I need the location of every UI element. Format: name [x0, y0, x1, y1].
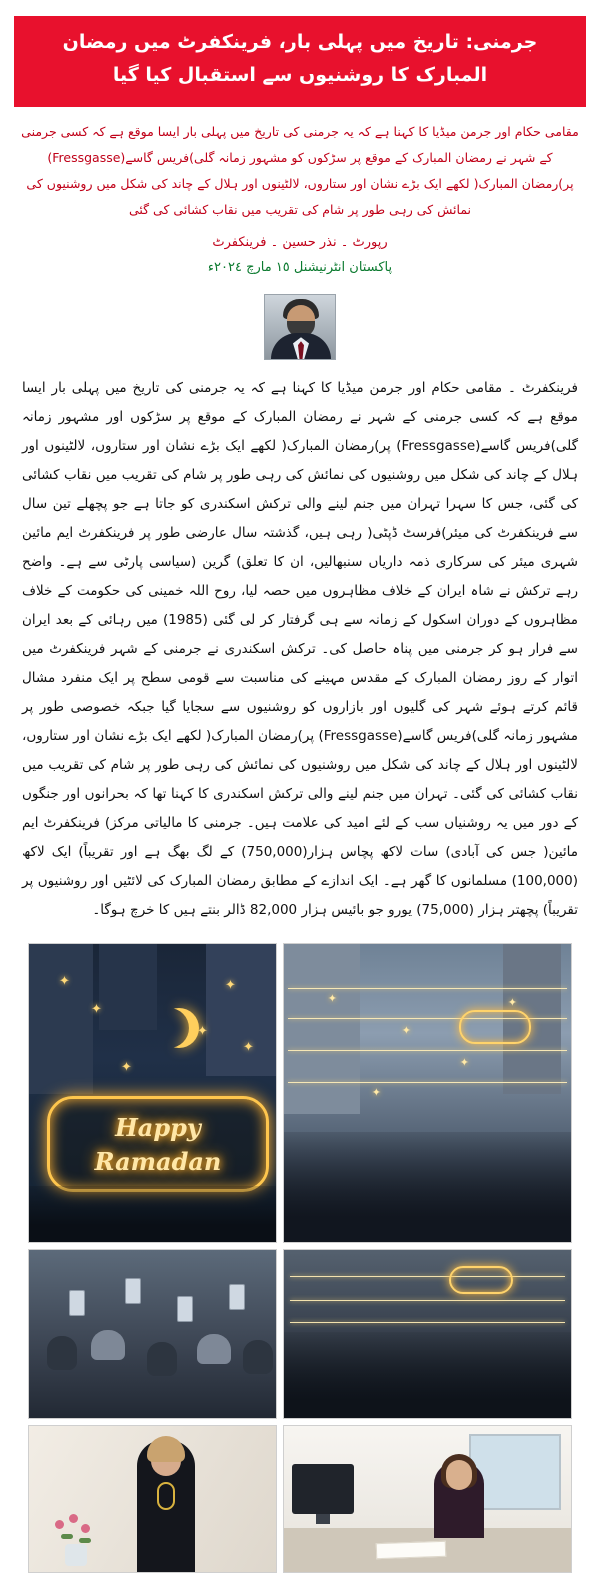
flower-icon: [69, 1514, 78, 1523]
building-left-icon: [284, 944, 360, 1114]
flower-icon: [81, 1524, 90, 1533]
smartphone-icon: [177, 1296, 193, 1322]
star-icon: ✦: [121, 1060, 132, 1076]
person-face: [446, 1460, 472, 1490]
mayoral-chain-icon: [157, 1482, 175, 1510]
ramadan-light-plaque: [459, 1010, 531, 1044]
light-strand: [290, 1322, 565, 1323]
photo-row-2: [28, 1249, 572, 1419]
star-icon: ✦: [225, 978, 236, 994]
person-head: [47, 1336, 77, 1370]
sign-line-2: Ramadan: [94, 1147, 222, 1177]
smartphone-icon: [125, 1278, 141, 1304]
photo-gallery: [14, 943, 586, 1595]
monitor-stand: [316, 1514, 330, 1524]
star-icon: ✦: [243, 1040, 254, 1056]
headline-banner: [14, 16, 586, 107]
ramadan-light-plaque: [449, 1266, 513, 1294]
leaf-icon: [79, 1538, 91, 1543]
photo-fressgasse-street-lights: [283, 943, 572, 1243]
smartphone-icon: [69, 1290, 85, 1316]
lantern-icon: ✦: [401, 1024, 411, 1038]
photo-row-3: [28, 1425, 572, 1573]
photo-crowd-with-phones: [28, 1249, 277, 1419]
flower-icon: [55, 1520, 64, 1529]
report-byline: رپورٹ ۔ نذر حسین ۔ فرینکفرٹ: [212, 234, 388, 250]
light-strand: [288, 1082, 567, 1083]
publication-dateline: پاکستان انٹرنیشنل ١٥ مارچ ٢٠٢٤ء: [207, 259, 393, 275]
monitor-icon: [292, 1464, 354, 1514]
smartphone-icon: [229, 1284, 245, 1310]
photo-row-1: [28, 943, 572, 1243]
star-icon: ✦: [91, 1002, 102, 1018]
lantern-icon: ✦: [507, 996, 517, 1010]
star-icon: ✦: [197, 1024, 208, 1040]
person-head: [197, 1334, 231, 1364]
crowd-silhouette: [284, 1332, 571, 1418]
article-intro: مقامی حکام اور جرمن میڈیا کا کہنا ہے کہ یہ جرمنی کی تاریخ میں پہلی بار ایسا موقع ہے کہ کسی جرمنی کے شہر نے رمضان المبارک کے موقع پر سڑکوں کو مشہور زمانہ گلی)فریس گاسے(Fressgasse) پر)رمضان المبارک( لکھے ایک بڑے نشان اور ستاروں، لالٹینوں اور ہلال کے چاند کی شکل میں روشنیوں کی نمائش کی رہی طور پر شام کی تقریب میں نقاب کشائی کی گئی: [21, 123, 579, 218]
person-head: [243, 1340, 273, 1374]
sign-line-1: Happy: [115, 1113, 201, 1143]
light-strand: [290, 1300, 565, 1301]
photo-woman-at-desk: [283, 1425, 572, 1573]
person-head: [147, 1342, 177, 1376]
photo-mayor-portrait: [28, 1425, 277, 1573]
lantern-icon: ✦: [371, 1086, 381, 1100]
crowd-silhouette: [29, 1186, 276, 1242]
lantern-icon: ✦: [327, 992, 337, 1006]
page-title: جرمنی: تاریخ میں پہلی بار، فرینکفرٹ میں رمضان المبارک کا روشنیوں سے استقبال کیا گیا: [62, 31, 538, 87]
photo-street-crowd-night: [283, 1249, 572, 1419]
light-strand: [288, 988, 567, 989]
article-body: فرینکفرٹ ۔ مقامی حکام اور جرمن میڈیا کا کہنا ہے کہ یہ جرمنی کی تاریخ میں پہلی بار ایسا موقع ہے کہ کسی جرمنی کے شہر نے رمضان المبارک کے موقع پر سڑکوں اور مشہور زمانہ گلی)فریس گاسے(Fressgasse) پر)رمضان المبارک( لکھے ایک بڑے نشان اور ستاروں، لالٹینوں اور ہلال کے چاند کی شکل میں روشنیوں کی نمائش کی رہی طور پر شام کی تقریب میں نقاب کشائی کی گئی، جس کا سہرا تہران میں جنم لینے والی ترکش اسکندری کو جاتا ہے جو پچھلے تین سال سے فرینکفرٹ کی میئر)فرسٹ ڈپٹی( رہی ہیں، گذشتہ سال عارضی طور پر فرینکفرٹ ایم مائین شہری میئر کی سرکاری ذمہ داریاں سنبھالیں، ان کا تعلق) گرین (سیاسی پارٹی سے ہے۔ واضح رہے ترکش نے شاہ ایران کے خلاف مظاہروں میں حصہ لیا، روح اللہ خمینی کی حکومت کے خلاف مظاہروں کے دوران اسکول کے زمانہ سے ہی گرفتار کر لی گئی (1985) میں رہائی کے بعد ایران سے فرار ہو کر جرمنی میں پناہ حاصل کی۔ ترکش اسکندری نے جرمنی کے شہر فرینکفرٹ میں اتوار کے روز رمضان المبارک کے مقدس مہینے کی مناسبت سے قومی سطح پر ایک منفرد مشال قائم کرتے ہوئے شہر کی گلیوں اور بازاروں کو روشنیوں سے سجایا گیا جبکہ خصوصی طور پر مشہور زمانہ گلی)فریس گاسے(Fressgasse) پر)رمضان المبارک( لکھے ایک بڑے نشان اور ستاروں، لالٹینوں اور ہلال کے چاند کی شکل میں روشنیوں کی نمائش کی رہی طور پر شام کی تقریب میں نقاب کشائی کی گئی۔ تہران میں جنم لینے والی ترکش اسکندری کا کہنا تھا کہ بحرانوں اور جنگوں کے دور میں یہ روشنیاں سب کے لئے امید کی علامت ہیں۔ جرمنی کا مالیاتی مرکز) فرینکفرٹ ایم مائین( جس کی آبادی) سات لاکھ پچاس ہزار(750,000) کے لگ بھگ ہے اور تقریباً) ایک لاکھ (100,000) مسلمانوں کا گھر ہے۔ ایک اندازے کے مطابق رمضان المبارک کی لائٹیں اور روشنیوں پر تقریباً) پچھتر ہزار (75,000) یورو جو بائیس ہزار 82,000 ڈالر بنتے ہیں کا خرچ ہوگا۔: [22, 380, 578, 919]
happy-ramadan-lightsign: [47, 1096, 269, 1192]
leaf-icon: [61, 1534, 73, 1539]
light-strand: [290, 1276, 565, 1277]
building-right-icon: [206, 944, 276, 1076]
lantern-icon: ✦: [459, 1056, 469, 1070]
avatar: [264, 294, 336, 360]
light-strand: [288, 1050, 567, 1051]
author-portrait-wrap: [14, 286, 586, 374]
vase-icon: [65, 1544, 87, 1566]
person-head: [91, 1330, 125, 1360]
papers-icon: [376, 1541, 447, 1559]
crescent-moon-icon: [149, 1008, 189, 1048]
building-left-icon: [29, 944, 93, 1094]
crowd-silhouette: [284, 1132, 571, 1242]
photo-happy-ramadan-sign: [28, 943, 277, 1243]
star-icon: ✦: [59, 974, 70, 990]
flower-arrangement: [51, 1514, 107, 1566]
building-mid-icon: [99, 944, 157, 1030]
